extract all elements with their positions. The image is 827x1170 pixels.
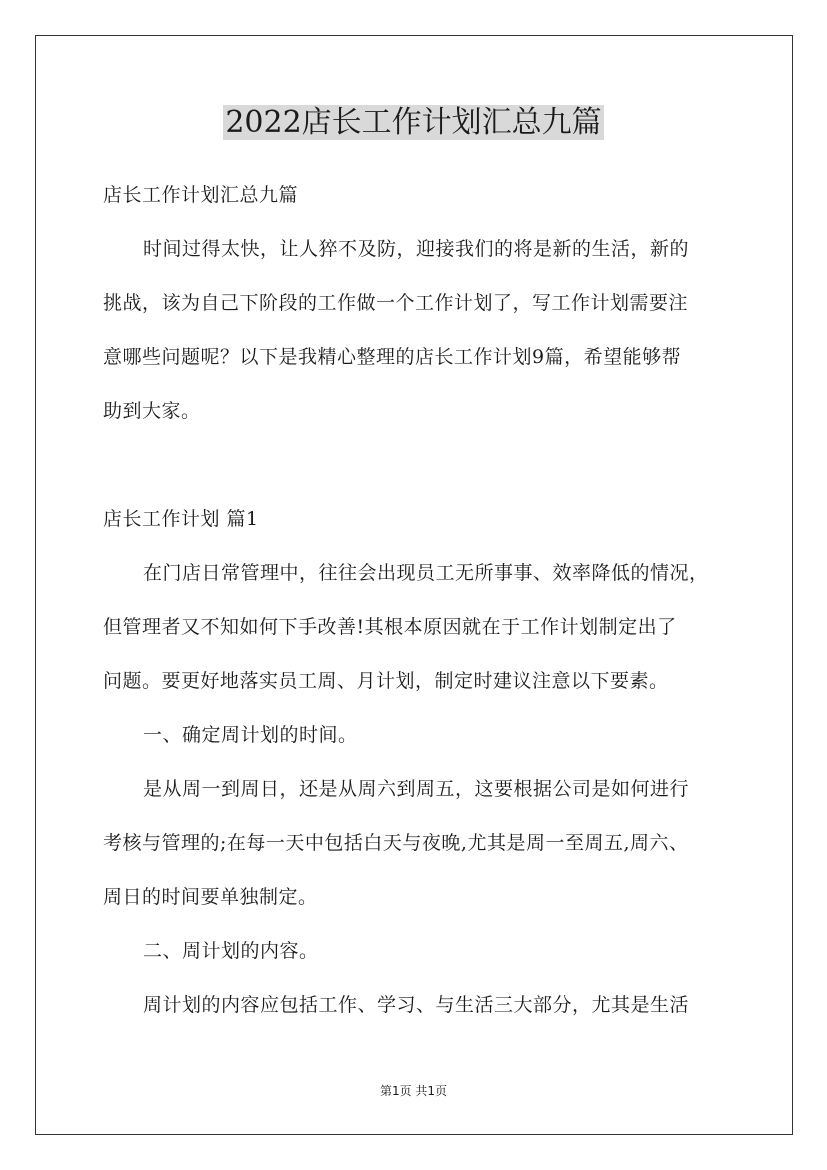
item-heading: 二、周计划的内容。 bbox=[143, 940, 319, 962]
paragraph-line: 周计划的内容应包括工作、学习、与生活三大部分，尤其是生活 bbox=[143, 994, 690, 1016]
section-heading: 店长工作计划 篇1 bbox=[103, 508, 259, 530]
paragraph-line: 考核与管理的;在每一天中包括白天与夜晚,尤其是周一至周五,周六、 bbox=[103, 832, 689, 854]
document-subtitle: 店长工作计划汇总九篇 bbox=[103, 184, 299, 206]
intro-line: 时间过得太快，让人猝不及防，迎接我们的将是新的生活，新的 bbox=[143, 238, 690, 260]
paragraph-line: 周日的时间要单独制定。 bbox=[103, 886, 318, 908]
paragraph-line: 是从周一到周日，还是从周六到周五，这要根据公司是如何进行 bbox=[143, 778, 690, 800]
page-footer: 第1页 共1页 bbox=[379, 1084, 448, 1098]
paragraph-line: 问题。要更好地落实员工周、月计划，制定时建议注意以下要素。 bbox=[103, 670, 669, 692]
document-title bbox=[0, 103, 827, 143]
paragraph-line: 但管理者又不知如何下手改善!其根本原因就在于工作计划制定出了 bbox=[103, 616, 677, 638]
title-text: 2022店长工作计划汇总九篇 bbox=[225, 105, 602, 140]
intro-line: 挑战，该为自己下阶段的工作做一个工作计划了，写工作计划需要注 bbox=[103, 292, 689, 314]
intro-line: 意哪些问题呢？以下是我精心整理的店长工作计划9篇，希望能够帮 bbox=[103, 346, 682, 368]
paragraph-line: 在门店日常管理中，往往会出现员工无所事事、效率降低的情况， bbox=[143, 562, 709, 584]
item-heading: 一、确定周计划的时间。 bbox=[143, 724, 358, 746]
intro-line: 助到大家。 bbox=[103, 400, 201, 422]
